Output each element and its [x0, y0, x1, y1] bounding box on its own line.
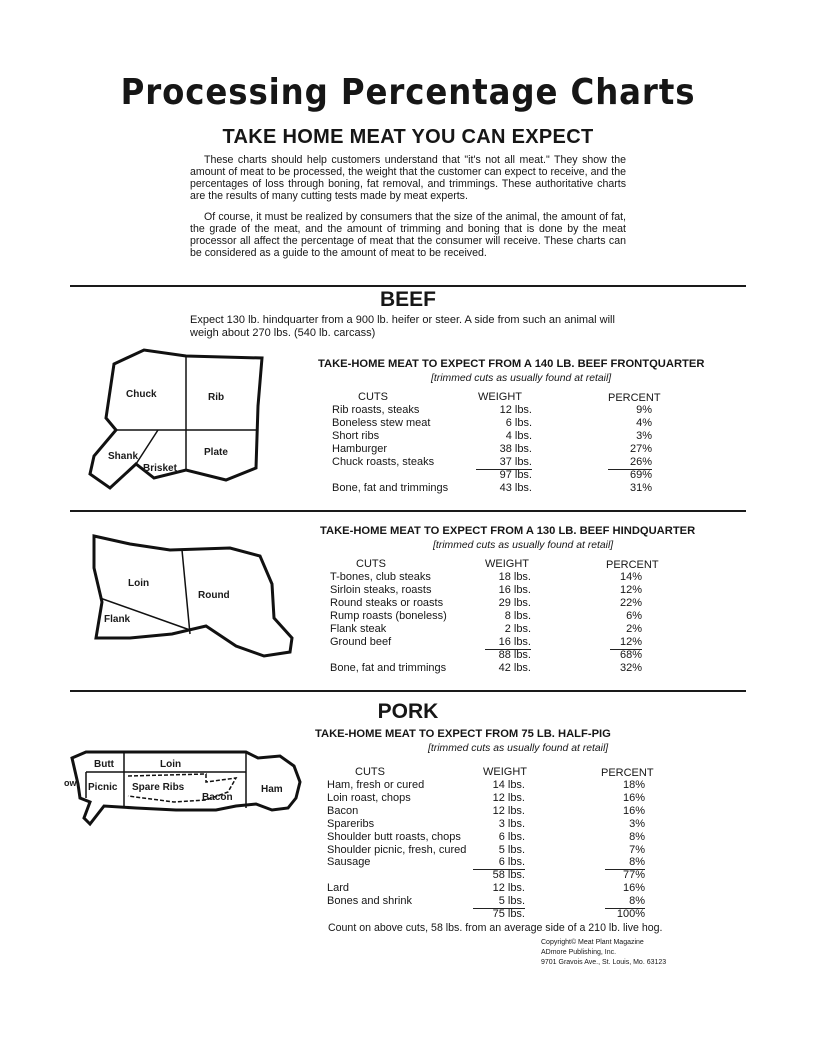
cell-weight: 5 lbs.	[498, 843, 525, 856]
diagram-label-jowl-fragment: owl	[64, 778, 79, 788]
table-title: TAKE-HOME MEAT TO EXPECT FROM A 130 LB. BEEF HINDQUARTER	[320, 525, 696, 537]
cell-percent: 27%	[629, 443, 652, 455]
cell-weight: 42 lbs.	[498, 662, 531, 674]
copyright-line-3: 9701 Gravois Ave., St. Louis, Mo. 63123	[541, 959, 667, 966]
diagram-label-butt: Butt	[94, 759, 114, 770]
cell-percent: 12%	[619, 584, 642, 596]
cell-cut: Bones and shrink	[327, 895, 412, 908]
cell-cut: Hamburger	[332, 443, 388, 455]
cell-percent: 8%	[605, 856, 645, 870]
cell-weight: 2 lbs.	[504, 623, 531, 635]
cell-percent: 6%	[626, 610, 642, 622]
cell-weight: 3 lbs.	[498, 817, 525, 830]
column-header-percent: PERCENT	[601, 767, 654, 779]
cell-weight: 18 lbs.	[498, 571, 531, 583]
column-header-percent: PERCENT	[606, 559, 659, 571]
cell-percent: 16%	[622, 791, 645, 804]
cell-weight: 38 lbs.	[499, 443, 532, 455]
cell-percent: 77%	[622, 869, 645, 882]
column-header-weight: WEIGHT	[478, 391, 522, 403]
table-subtitle: [trimmed cuts as usually found at retail]	[431, 373, 612, 384]
cell-cut: Flank steak	[330, 623, 387, 635]
column-header-cuts: CUTS	[355, 766, 385, 778]
cell-weight: 12 lbs.	[499, 404, 532, 416]
cell-weight: 5 lbs.	[473, 895, 525, 909]
diagram-label-plate: Plate	[204, 447, 228, 458]
cell-percent: 2%	[626, 623, 642, 635]
cell-cut: Chuck roasts, steaks	[332, 456, 435, 468]
diagram-label-picnic: Picnic	[88, 782, 118, 793]
table-title: TAKE-HOME MEAT TO EXPECT FROM A 140 LB. BEEF FRONTQUARTER	[318, 358, 705, 370]
copyright-line-2: ADmore Publishing, Inc.	[541, 949, 617, 956]
cell-cut: Shoulder butt roasts, chops	[327, 830, 461, 843]
pork-diagram	[66, 748, 306, 828]
cell-weight: 8 lbs.	[504, 610, 531, 622]
beef-frontquarter-table	[318, 358, 705, 498]
cell-percent: 7%	[629, 843, 645, 856]
column-header-cuts: CUTS	[358, 391, 388, 403]
cell-percent: 18%	[622, 779, 645, 791]
cell-cut: Shoulder picnic, fresh, cured	[327, 843, 467, 856]
cell-percent: 26%	[608, 456, 652, 470]
cell-weight: 4 lbs.	[505, 430, 532, 442]
page-title: Processing Percentage Charts	[120, 72, 696, 113]
cell-percent: 14%	[619, 571, 642, 583]
cell-percent: 8%	[629, 830, 645, 843]
cell-weight: 29 lbs.	[498, 597, 531, 609]
cell-weight: 12 lbs.	[492, 882, 525, 895]
cell-weight: 6 lbs.	[473, 856, 525, 870]
diagram-label-loin: Loin	[128, 578, 150, 589]
cell-weight: 12 lbs.	[492, 804, 525, 817]
cell-weight: 58 lbs.	[492, 869, 525, 882]
cell-weight: 88 lbs.	[498, 649, 531, 661]
column-header-weight: WEIGHT	[485, 558, 529, 570]
table-subtitle: [trimmed cuts as usually found at retail]	[428, 743, 609, 754]
cell-cut: T-bones, club steaks	[330, 571, 431, 583]
column-header-percent: PERCENT	[608, 392, 661, 404]
beef-note: Expect 130 lb. hindquarter from a 900 lb. heifer or steer. A side from such an animal will weigh about 270 lbs. (540 lb. carcass)	[190, 314, 615, 339]
diagram-label-bacon: Bacon	[202, 792, 233, 803]
cell-percent: 12%	[610, 636, 642, 650]
page-subtitle: TAKE HOME MEAT YOU CAN EXPECT	[222, 126, 594, 148]
cell-percent: 68%	[619, 649, 642, 661]
column-header-cuts: CUTS	[356, 558, 386, 570]
cell-percent: 32%	[619, 662, 642, 674]
cell-cut: Spareribs	[327, 817, 375, 830]
cell-cut: Sausage	[327, 856, 371, 869]
cell-weight: 14 lbs.	[492, 779, 525, 791]
cell-weight: 16 lbs.	[498, 584, 531, 596]
cell-cut: Short ribs	[332, 430, 380, 442]
diagram-label-round: Round	[198, 590, 230, 601]
cell-cut: Rump roasts (boneless)	[330, 610, 447, 622]
cell-cut: Bacon	[327, 804, 359, 817]
diagram-label-spare-ribs: Spare Ribs	[132, 782, 185, 793]
cell-percent: 31%	[629, 482, 652, 494]
diagram-label-ham: Ham	[261, 784, 283, 795]
cell-percent: 3%	[629, 817, 645, 830]
cell-percent: 16%	[622, 804, 645, 817]
cell-weight: 37 lbs.	[476, 456, 532, 470]
cell-cut: Rib roasts, steaks	[332, 404, 420, 416]
cell-percent: 69%	[629, 469, 652, 481]
cell-weight: 43 lbs.	[499, 482, 532, 494]
cell-cut: Sirloin steaks, roasts	[330, 584, 432, 596]
table-subtitle: [trimmed cuts as usually found at retail]	[433, 540, 614, 551]
diagram-label-chuck: Chuck	[126, 389, 157, 400]
cell-percent: 16%	[622, 882, 645, 895]
copyright-line-1: Copyright© Meat Plant Magazine	[541, 939, 644, 946]
cell-cut: Ground beef	[330, 636, 392, 648]
diagram-label-shank: Shank	[108, 451, 139, 462]
cell-percent: 8%	[605, 895, 645, 909]
beef-heading: BEEF	[379, 288, 436, 311]
diagram-label-loin: Loin	[160, 759, 182, 770]
beef-frontquarter-diagram	[86, 346, 286, 496]
cell-cut: Loin roast, chops	[327, 791, 411, 804]
diagram-label-rib: Rib	[208, 392, 225, 403]
cell-cut: Bone, fat and trimmings	[330, 662, 447, 674]
beef-hindquarter-diagram	[90, 534, 296, 658]
cell-cut: Bone, fat and trimmings	[332, 482, 449, 494]
pork-halfpig-table	[315, 728, 705, 923]
cell-percent: 3%	[636, 430, 652, 442]
intro-paragraph-1: These charts should help customers understand that "it's not all meat." They show the amount of meat to be processed, the weight that the customer can expect to receive, and the percentages of loss through boning, fat removal, and trimmings. These authoritative charts are the results of many cutting tests made by meat experts.	[190, 154, 626, 203]
cell-cut: Ham, fresh or cured	[327, 779, 425, 791]
pork-note: Count on above cuts, 58 lbs. from an average side of a 210 lb. live hog.	[328, 922, 663, 934]
cell-percent: 22%	[619, 597, 642, 609]
beef-hindquarter-table	[320, 525, 700, 680]
cell-cut: Lard	[327, 882, 350, 895]
cell-cut: Round steaks or roasts	[330, 597, 444, 609]
cell-weight: 75 lbs.	[492, 908, 525, 920]
cell-percent: 9%	[636, 404, 652, 416]
column-header-weight: WEIGHT	[483, 766, 527, 778]
section-divider	[70, 690, 746, 692]
cell-cut: Boneless stew meat	[332, 417, 431, 429]
cell-weight: 12 lbs.	[492, 791, 525, 804]
pork-heading: PORK	[377, 700, 439, 723]
cell-weight: 16 lbs.	[485, 636, 531, 650]
cell-percent: 4%	[636, 417, 652, 429]
diagram-label-brisket: Brisket	[143, 463, 177, 474]
table-title: TAKE-HOME MEAT TO EXPECT FROM 75 LB. HALF-PIG	[315, 728, 611, 740]
cell-weight: 97 lbs.	[499, 469, 532, 481]
section-divider	[70, 285, 746, 287]
cell-weight: 6 lbs.	[498, 830, 525, 843]
cell-weight: 6 lbs.	[505, 417, 532, 429]
cell-percent: 100%	[616, 908, 645, 920]
section-divider	[70, 510, 746, 512]
diagram-label-flank: Flank	[104, 614, 131, 625]
intro-paragraph-2: Of course, it must be realized by consumers that the size of the animal, the amount of fat, the grade of the meat, and the amount of trimming and boning that is done by the meat processor all affect the percentage of meat that the consumer will receive. These charts can be considered as a guide to the amount of meat to be received.	[190, 211, 626, 260]
